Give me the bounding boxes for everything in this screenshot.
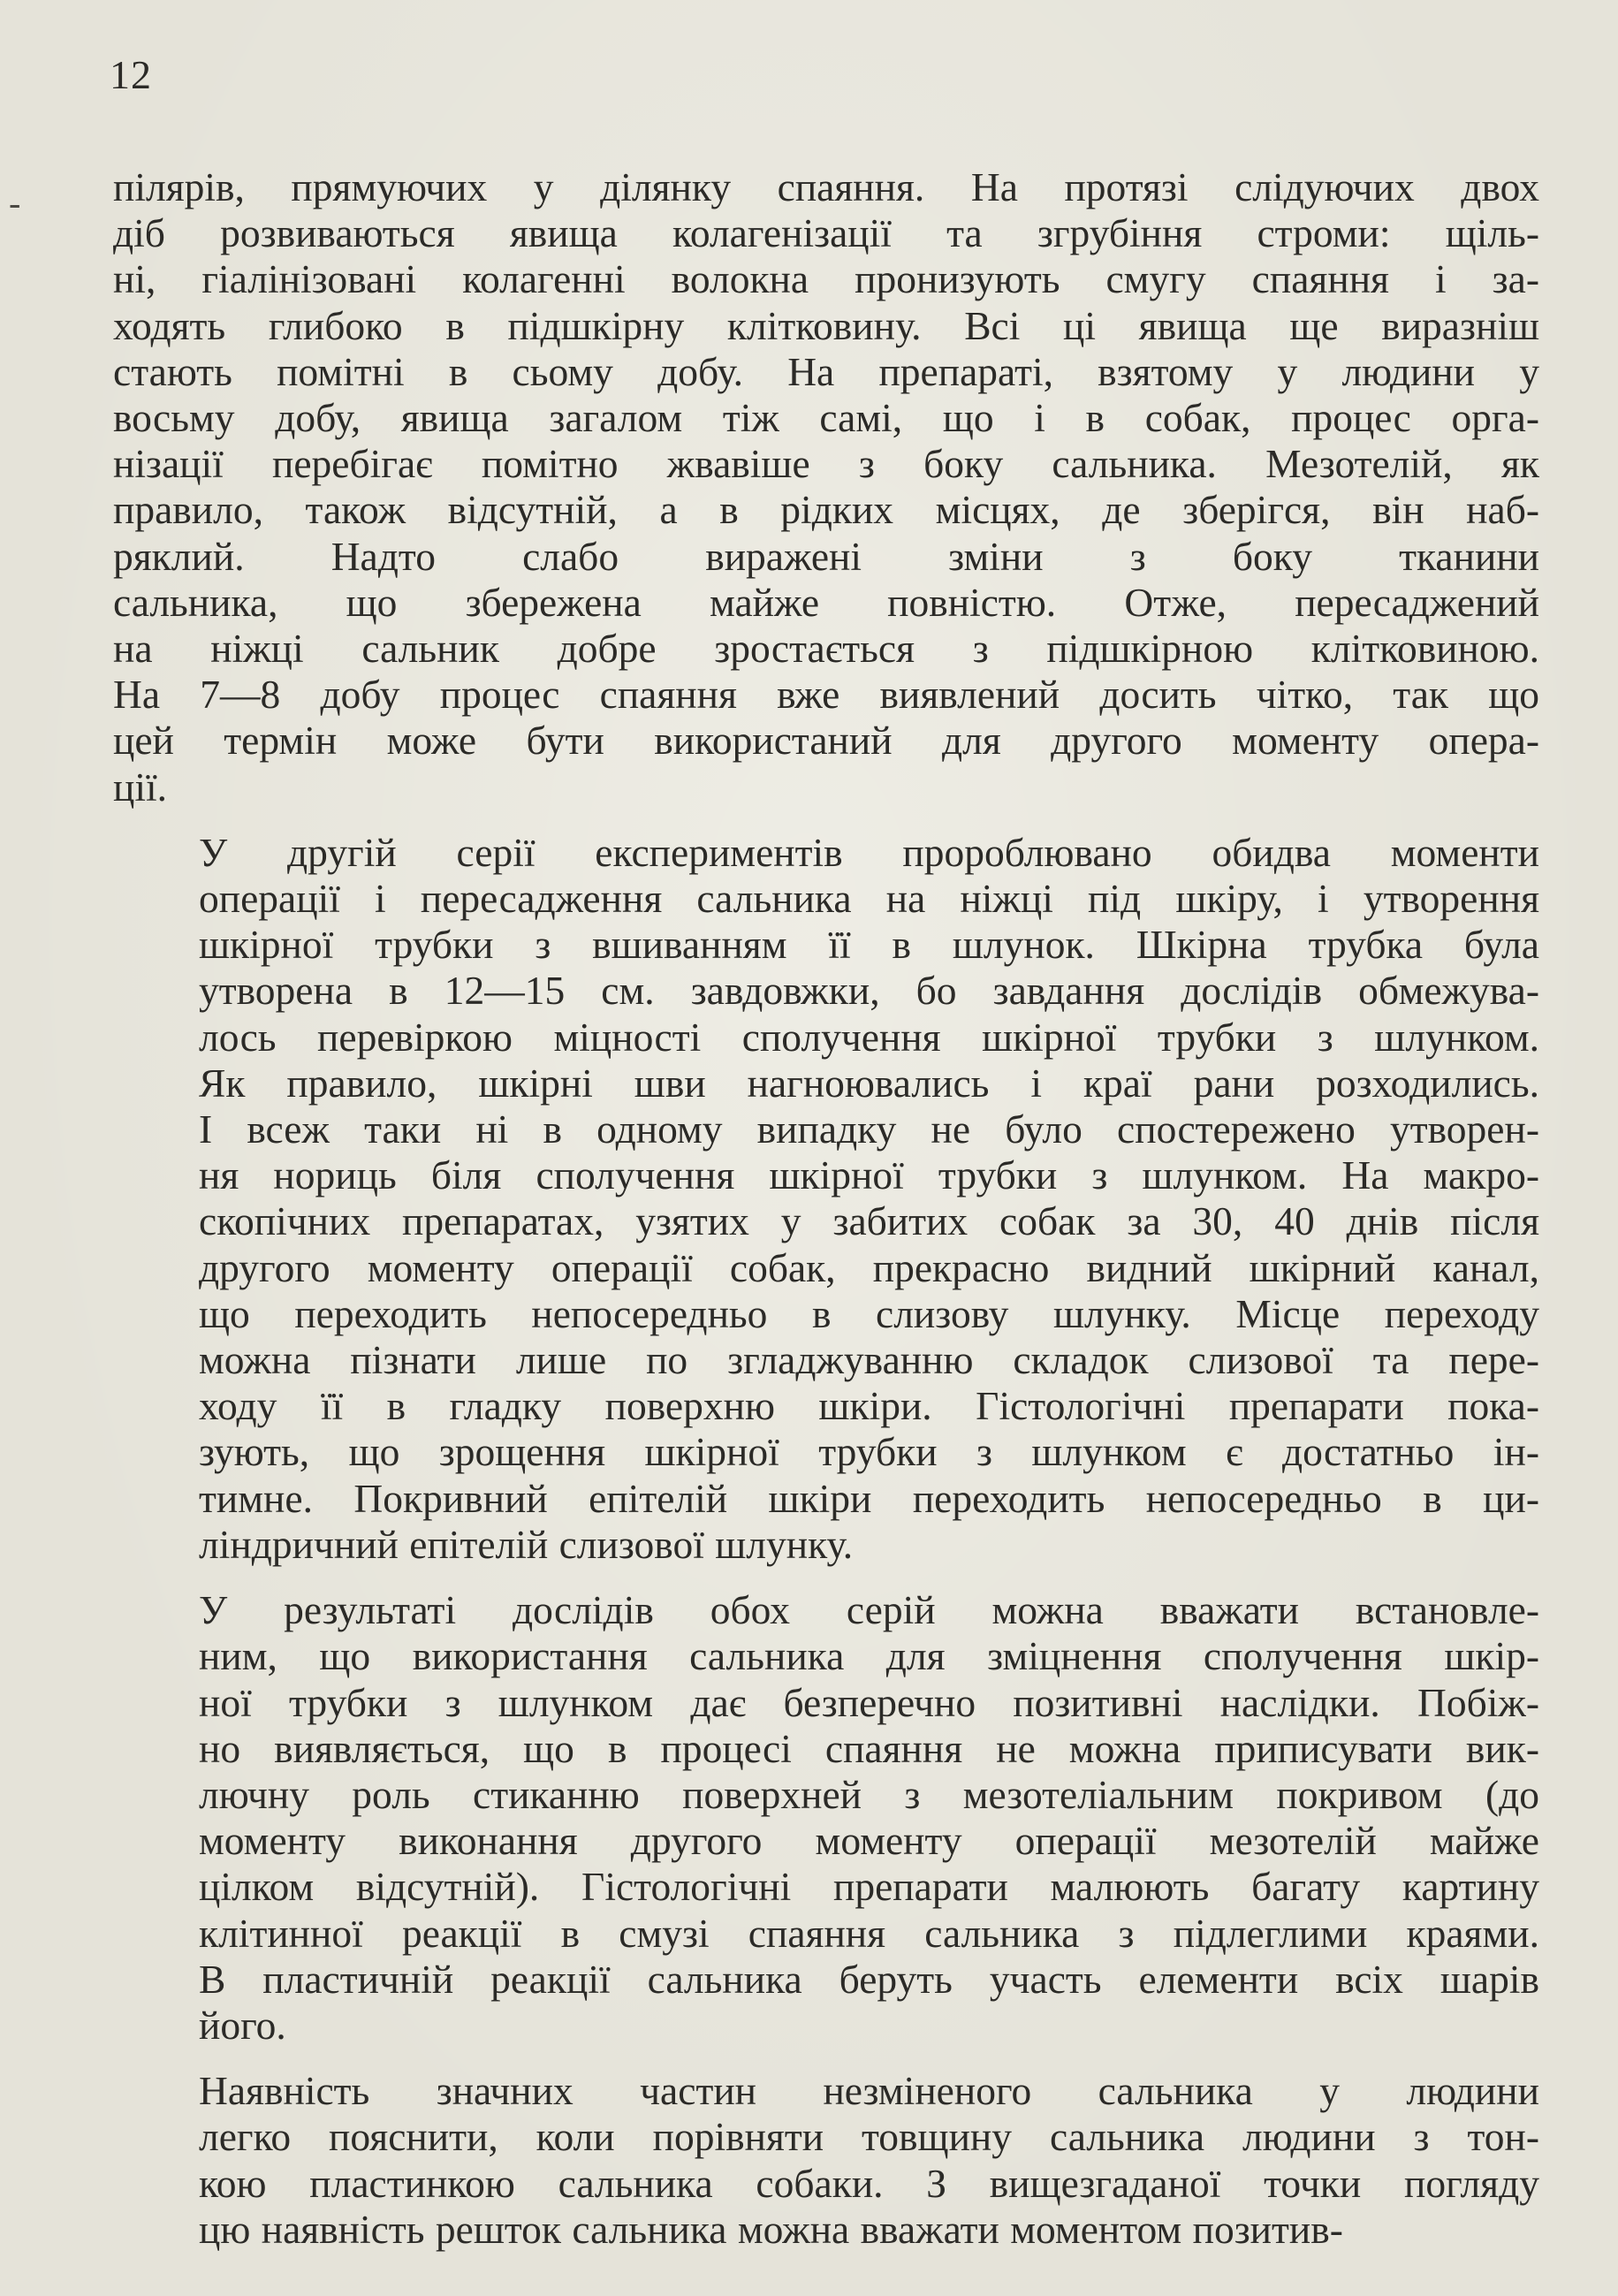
text-line: кою пластинкою сальника собаки. З вищезгаданої точки погляду [199, 2160, 1539, 2206]
text-line: операції і пересадження сальника на ніжці під шкіру, і утворення [199, 876, 1539, 922]
text-line: восьму добу, явища загалом тіж самі, що і в собак, процес орга- [113, 395, 1539, 441]
text-line: другого моменту операції собак, прекрасно видний шкірний канал, [199, 1244, 1539, 1290]
text-line: ходять глибоко в підшкірну клітковину. Всі ці явища ще виразніш [113, 302, 1539, 348]
text-line: його. [199, 2002, 286, 2048]
text-line: моменту виконання другого моменту операції мезотелій майже [199, 1818, 1539, 1864]
text-line: скопічних препаратах, узятих у забитих собак за 30, 40 днів після [199, 1198, 1539, 1244]
text-line: ним, що використання сальника для зміцнення сполучення шкір- [199, 1633, 1539, 1679]
paragraph [113, 830, 1539, 1568]
page-number: 12 [110, 52, 152, 97]
text-line: легко пояснити, коли порівняти товщину сальника людини з тон- [199, 2114, 1539, 2160]
text-line: пілярів, прямуючих у ділянку спаяння. На протязі слідуючих двох [113, 164, 1539, 209]
text-line: стають помітні в сьому добу. На препараті, взятому у людини у [113, 348, 1539, 394]
paragraph [113, 164, 1539, 810]
text-line: нізації перебігає помітно жвавіше з боку сальника. Мезотелій, як [113, 441, 1539, 487]
text-line: утворена в 12—15 см. завдовжки, бо завдання дослідів обмежува- [199, 968, 1539, 1014]
text-line: тимне. Покривний епітелій шкіри переходить непосередньо в ци- [199, 1475, 1539, 1521]
text-line: ходу її в гладку поверхню шкіри. Гістологічні препарати пока- [199, 1383, 1539, 1429]
text-line: цілком відсутній). Гістологічні препарати малюють багату картину [199, 1864, 1539, 1910]
text-line: ня нориць біля сполучення шкірної трубки з шлунком. На макро- [199, 1152, 1539, 1198]
text-line: лось перевіркою міцності сполучення шкірної трубки з шлунком. [199, 1014, 1539, 1060]
text-line: но виявляється, що в процесі спаяння не можна приписувати вик- [199, 1725, 1539, 1771]
text-line: ної трубки з шлунком дає безперечно позитивні наслідки. Побіж- [199, 1679, 1539, 1725]
text-line: У другій серії експериментів пророблювано обидва моменти [199, 829, 1539, 875]
text-line: На 7—8 добу процес спаяння вже виявлений досить чітко, так що [113, 672, 1539, 718]
text-line: У результаті дослідів обох серій можна вважати встановле- [199, 1587, 1539, 1633]
text-line: діб розвиваються явища колагенізації та згрубіння строми: щіль- [113, 210, 1539, 256]
text-line: І всеж таки ні в одному випадку не було спостережено утворен- [199, 1106, 1539, 1152]
text-line: Як правило, шкірні шви нагноювались і краї рани розходились. [199, 1060, 1539, 1106]
paragraph [113, 1587, 1539, 2049]
text-line: правило, також відсутній, а в рідких місцях, де зберігся, він наб- [113, 487, 1539, 533]
text-line: можна пізнати лише по згладжуванню складок слизової та пере- [199, 1337, 1539, 1383]
text-line: шкірної трубки з вшиванням її в шлунок. Шкірна трубка була [199, 922, 1539, 968]
text-line: лючну роль стиканню поверхней з мезотеліальним покривом (до [199, 1771, 1539, 1817]
text-line: клітинної реакції в смузі спаяння сальника з підлеглими краями. [199, 1910, 1539, 1956]
text-line: ні, гіалінізовані колагенні волокна пронизують смугу спаяння і за- [113, 256, 1539, 302]
text-line: Наявність значних частин незміненого сальника у людини [199, 2068, 1539, 2114]
paragraph [113, 2068, 1539, 2253]
margin-mark: - [9, 183, 21, 223]
text-line: цей термін може бути використаний для другого моменту опера- [113, 718, 1539, 764]
text-line: сальника, що збережена майже повністю. Отже, пересаджений [113, 579, 1539, 625]
text-line: на ніжці сальник добре зростається з підшкірною клітковиною. [113, 626, 1539, 672]
text-line: В пластичній реакції сальника беруть участь елементи всіх шарів [199, 1956, 1539, 2002]
body-text [113, 164, 1539, 2272]
text-line: ліндричний епітелій слизової шлунку. [199, 1521, 854, 1567]
text-line: ції. [113, 764, 168, 810]
text-line: цю наявність решток сальника можна вважати моментом позитив- [199, 2206, 1343, 2252]
text-line: ряклий. Надто слабо виражені зміни з боку тканини [113, 533, 1539, 579]
text-line: зують, що зрощення шкірної трубки з шлунком є достатньо ін- [199, 1429, 1539, 1475]
text-line: що переходить непосередньо в слизову шлунку. Місце переходу [199, 1290, 1539, 1336]
